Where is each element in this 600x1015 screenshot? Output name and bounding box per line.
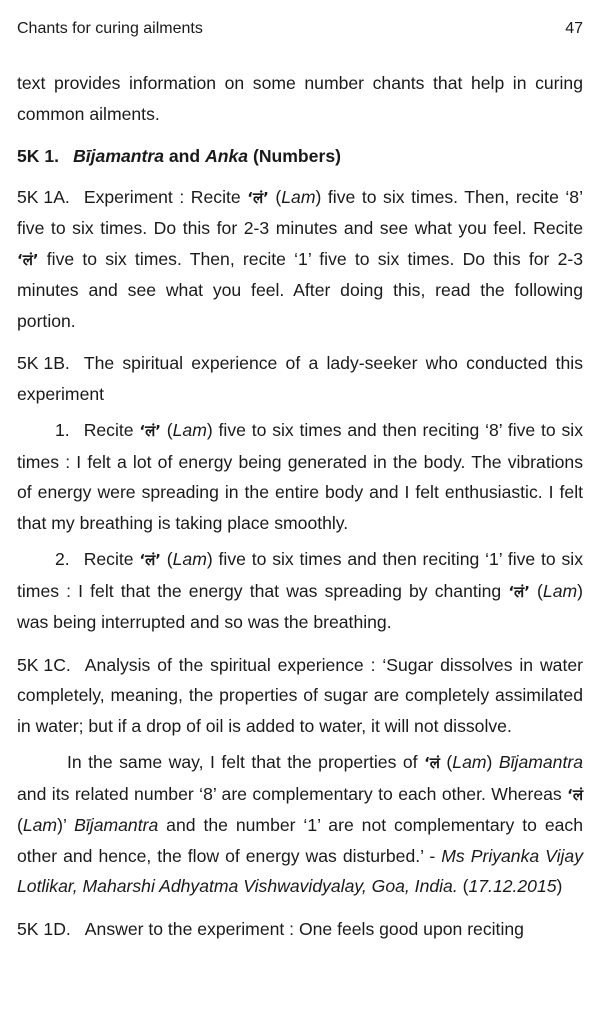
text: (: [457, 876, 469, 896]
devanagari-lam: ‘लं’: [139, 422, 161, 440]
text: Recite: [83, 549, 140, 569]
heading-text: (Numbers): [248, 146, 341, 166]
paragraph-5k1b: [17, 348, 583, 409]
paragraph-label: 5K 1C.: [17, 654, 71, 675]
intro-continuation: text provides information on some number chants that help in curing common ailments.: [17, 73, 583, 124]
bijamantra-term: Bījamantra: [74, 815, 159, 835]
list-item: [17, 415, 583, 538]
text: The spiritual experience of a lady-seeker who conducted this experiment: [17, 353, 583, 404]
attribution: Ms Priyanka Vijay Lotlikar, Maharshi Adhyatma Vishwavidyalay, Goa, India.: [17, 845, 584, 896]
text: Answer to the experiment : One feels good upon reciting: [84, 918, 524, 939]
lam-term: Lam: [172, 420, 207, 440]
text: ): [556, 876, 563, 896]
devanagari-lam: ‘लं’: [508, 582, 530, 601]
paragraph-label: 5K 1B.: [17, 353, 70, 373]
text: (: [268, 186, 282, 207]
paragraph-5k1d: [17, 914, 583, 945]
paragraph-5k1a: [17, 182, 583, 337]
heading-text: and: [164, 146, 206, 166]
text: five to six times. Then, recite ‘1’ five to six times. Do this for 2-3 minutes and see what you feel. After doing this, read the following portion.: [17, 248, 583, 331]
text: (: [439, 752, 453, 772]
text: ) five to six times and then reciting ‘1’ five to six times : I felt that the energy that was spreading by chanting: [17, 549, 583, 601]
lam-term: Lam: [172, 549, 207, 569]
paragraph-5k1c: [17, 650, 583, 742]
devanagari-lam: ‘लं’: [17, 250, 39, 269]
section-heading-5k1: [17, 141, 583, 172]
text: (: [160, 549, 173, 569]
paragraph-label: 5K 1A.: [17, 186, 70, 207]
text: ) five to six times and then reciting ‘8’ five to six times : I felt a lot of energy being generated in the body. The vibrations of energy were spreading in the entire body and I felt enthusiastic. I felt that my breathing is taking place smoothly.: [17, 420, 583, 533]
text: (: [160, 420, 173, 440]
devanagari-lam: ‘लं’: [247, 188, 269, 207]
text: ) was being interrupted and so was the breathing.: [17, 580, 583, 632]
text: (: [17, 815, 23, 835]
section-number: 5K 1.: [17, 146, 60, 166]
list-number: 1.: [55, 420, 70, 440]
text: ) five to six times. Then, recite ‘8’ five to six times. Do this for 2-3 minutes and see what you feel. Recite: [17, 186, 584, 238]
bijamantra-term: Bījamantra: [498, 752, 583, 772]
text: (: [529, 580, 543, 601]
running-title: Chants for curing ailments: [17, 20, 203, 37]
text: Analysis of the spiritual experience : ‘Sugar dissolves in water completely, meaning, the properties of sugar are completely assimilated in water; but if a drop of oil is added to water, it will not dissolve.: [17, 654, 583, 736]
lam-term: Lam: [22, 815, 58, 835]
devanagari-lam: ‘लं: [567, 785, 583, 804]
text: Recite: [83, 420, 140, 440]
text: and its related number ‘8’ are complementary to each other. Whereas: [17, 783, 568, 804]
list-number: 2.: [55, 549, 70, 569]
page-number: 47: [565, 20, 583, 37]
lam-term: Lam: [452, 752, 487, 772]
text: )’: [57, 815, 75, 835]
paragraph-5k1c-continued: [17, 747, 583, 902]
lam-term: Lam: [542, 580, 578, 601]
page-header: [17, 18, 583, 40]
text: Experiment : Recite: [83, 186, 248, 207]
text: ): [486, 752, 499, 772]
list-item: [17, 544, 583, 638]
paragraph-label: 5K 1D.: [17, 918, 71, 939]
date: 17.12.2015: [468, 876, 557, 896]
lam-term: Lam: [281, 186, 316, 207]
heading-term-anka: Anka: [205, 146, 249, 166]
text: and the number ‘1’ are not complementary to each other and hence, the flow of energy was disturbed.’ -: [17, 815, 583, 866]
text: In the same way, I felt that the properties of: [67, 752, 425, 772]
page-body: [17, 68, 583, 956]
devanagari-lam: ‘लं: [424, 754, 440, 772]
heading-term-bijamantra: Bījamantra: [73, 146, 164, 166]
devanagari-lam: ‘लं’: [139, 551, 161, 569]
